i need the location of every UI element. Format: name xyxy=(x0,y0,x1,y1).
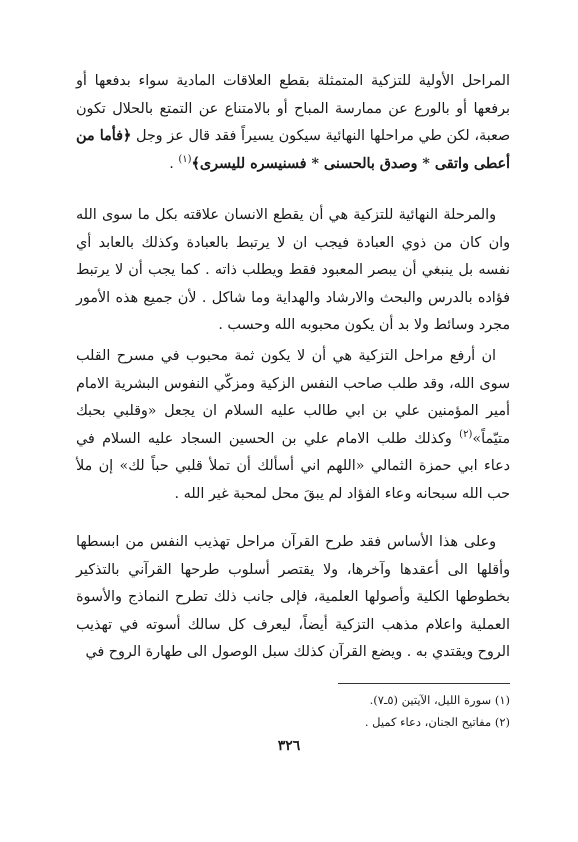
paragraph-1 xyxy=(76,68,510,178)
quran-quote: ﴿فأما من أعطى واتقى * وصدق بالحسنى * فسنيسره لليسرى﴾ xyxy=(76,128,510,172)
footnotes xyxy=(180,689,510,733)
footnote-1: (١) سورة الليل، الآيتين (٥ـ٧). xyxy=(369,693,510,707)
paragraph-1-text-after: . xyxy=(169,155,179,172)
footnote-divider xyxy=(338,683,510,684)
footnote-ref-1[interactable]: (١) xyxy=(178,153,192,165)
paragraph-4-text: وعلى هذا الأساس فقد طرح القرآن مراحل تهذيب النفس من ابسطها وأقلها الى أعقدها وآخرها، ولا يقتصر أسلوب طرحها القرآني بالتذكير بخطوطها الكلية وأصولها العلمية، فإلى جانب ذلك تطرح النماذج والأسوة العملية واعلام مذهب التزكية أيضاً، ليعرف كل سالك أسوته في تهذيب الروح ويقتدي به . ويضع القرآن كذلك سبل الوصول الى طهارة الروح في xyxy=(76,534,510,660)
paragraph-3-text-after: وكذلك طلب الامام علي بن الحسين السجاد عليه السلام في دعاء ابي حمزة الثمالي «اللهم اني أسألك أن تملأ قلبي حباً لك» إن ملأ حب الله سبحانه وعاء الفؤاد لم يبقَ محل لمحبة غير الله . xyxy=(76,430,510,502)
paragraph-3-text xyxy=(76,343,510,508)
paragraph-2 xyxy=(76,202,510,340)
paragraph-3 xyxy=(76,343,510,508)
paragraph-4 xyxy=(76,529,510,667)
footnote-2: (٢) مفاتيح الجنان، دعاء كميل . xyxy=(364,715,510,729)
paragraph-3-text-before: ان أرفع مراحل التزكية هي أن لا يكون ثمة محبوب في مسرح القلب سوى الله، وقد طلب صاحب النفس الزكية ومزكّي النفوس البشرية الامام أمير المؤمنين علي بن ابي طالب عليه السلام ان يجعل «وقلبي بحبك متيّماً» xyxy=(76,348,510,447)
paragraph-1-text xyxy=(76,68,510,178)
page-number: ٣٢٦ xyxy=(277,738,301,754)
paragraph-2-text: والمرحلة النهائية للتزكية هي أن يقطع الانسان علاقته بكل ما سوى الله وان كان من ذوي العبادة فيجب ان لا يرتبط بالعبادة وكذلك بالعابد أي نفسه بل ينبغي أن يبصر المعبود فقط ويطلب ذاته . كما يجب أن لا يرتبط فؤاده بالدرس والبحث والارشاد والهداية وما شاكل . لأن جميع هذه الأمور مجرد وسائط ولا بد أن يكون محبوبه الله وحسب . xyxy=(76,207,510,333)
paragraph-1-text-before: المراحل الأولية للتزكية المتمثلة بقطع العلاقات المادية سواء بدفعها أو برفعها أو بالورع عن ممارسة المباح أو بالامتناع عن التمتع بالحلال تكون صعبة، لكن طي مراحلها النهائية سيكون يسيراً فقد قال عز وجل xyxy=(76,73,510,144)
footnote-ref-2[interactable]: (٢) xyxy=(459,428,473,440)
